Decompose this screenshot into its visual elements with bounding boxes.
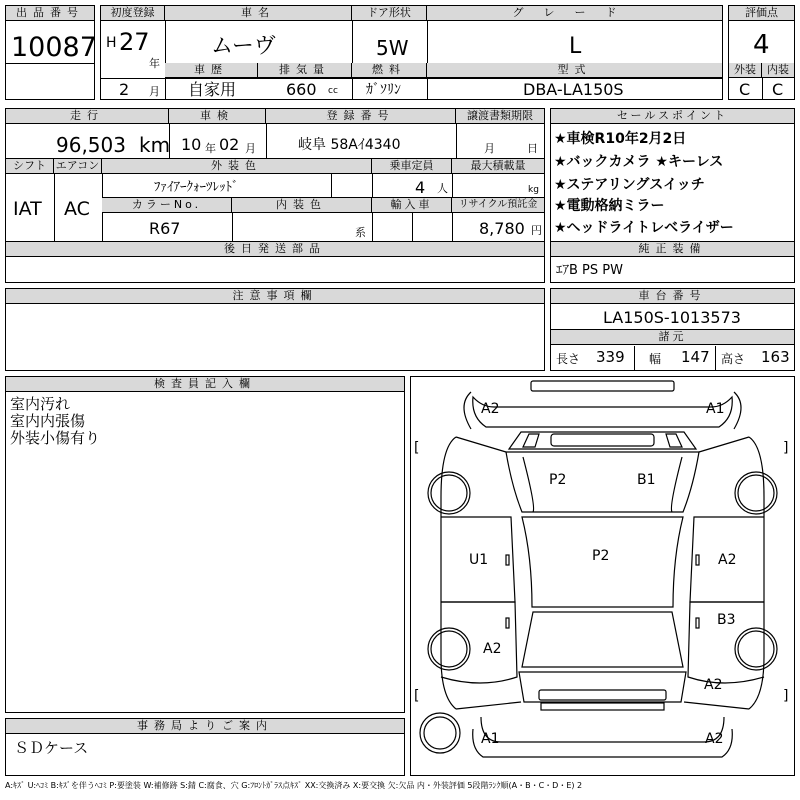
insp-month: 02 xyxy=(219,135,240,154)
color-no-header: カラーNo. xyxy=(102,198,232,213)
sales-point-item: ★ヘッドライトレベライザー xyxy=(554,220,734,236)
color-no: R67 xyxy=(149,219,181,238)
equipment-header: 純正装備 xyxy=(551,242,794,257)
bracket-left: [ xyxy=(414,440,420,456)
shift: IAT xyxy=(13,198,42,220)
sales-point-item: ★車検R10年2月2日 xyxy=(554,131,687,147)
notes-box xyxy=(5,288,545,371)
mileage-unit: km xyxy=(139,133,171,157)
insp-year: 10 xyxy=(181,135,202,154)
model: DBA-LA150S xyxy=(523,80,624,99)
transfer-month: 月 xyxy=(484,142,495,155)
history: 自家用 xyxy=(188,80,237,99)
sales-point-item: ★ステアリングスイッチ xyxy=(554,177,705,193)
damage-mark: P2 xyxy=(592,548,610,564)
chassis-number: LA150S-1013573 xyxy=(603,308,741,327)
equipment: ｴｱB PS PW xyxy=(556,263,623,278)
int-color-unit: 系 xyxy=(355,226,366,239)
transfer-header: 譲渡書類期限 xyxy=(456,109,544,124)
displacement-header: 排気量 xyxy=(258,63,352,78)
lot-number-header: 出品番号 xyxy=(6,6,94,21)
mileage-header: 走行 xyxy=(6,109,169,124)
inspector-line: 室内内張傷 xyxy=(10,412,86,430)
era-letter: H xyxy=(106,35,117,51)
office-box xyxy=(5,718,405,776)
score: 4 xyxy=(753,30,770,60)
capacity-unit: 人 xyxy=(437,182,448,195)
reg-number: 岐阜 58Aｲ4340 xyxy=(298,137,401,153)
inspection-header: 車検 xyxy=(169,109,266,124)
details-box xyxy=(5,108,545,283)
height-label: 高さ xyxy=(721,352,746,366)
load-header: 最大積載量 xyxy=(452,159,544,174)
office-header: 事務局よりご案内 xyxy=(6,719,404,734)
exterior-grade: C xyxy=(739,80,751,99)
lot-number: 10087 xyxy=(11,32,97,63)
sales-points-header: セールスポイント xyxy=(551,109,794,124)
score-header: 評価点 xyxy=(729,6,794,21)
width-label: 幅 xyxy=(649,352,662,366)
capacity: 4 xyxy=(415,178,426,197)
import-header: 輸入車 xyxy=(372,198,452,213)
month-unit: 月 xyxy=(149,85,160,98)
recycle-header: リサイクル預託金 xyxy=(452,198,544,213)
score-box xyxy=(728,5,795,100)
exterior-color: ﾌｧｲｱｰｸｫｰﾂﾚｯﾄﾞ xyxy=(154,180,239,195)
door-header: ドア形状 xyxy=(352,6,427,21)
shift-header: シフト xyxy=(6,159,54,174)
damage-mark: B1 xyxy=(637,472,656,488)
height: 163 xyxy=(761,348,790,366)
inspector-box xyxy=(5,376,405,713)
car-outline xyxy=(411,377,794,775)
car-name-header: 車名 xyxy=(165,6,352,21)
interior-header: 内装 xyxy=(762,63,794,78)
damage-mark: A1 xyxy=(706,401,725,417)
transfer-day: 日 xyxy=(527,142,538,155)
sales-point-item: ★電動格納ミラー xyxy=(554,198,665,214)
width: 147 xyxy=(681,348,710,366)
vehicle-info-box xyxy=(100,5,723,100)
sales-points-box xyxy=(550,108,795,283)
damage-mark: U1 xyxy=(469,552,489,568)
fuel: ｶﾞｿﾘﾝ xyxy=(366,82,401,98)
damage-diagram xyxy=(410,376,795,776)
inspector-line: 室内汚れ xyxy=(10,395,71,413)
lot-number-box xyxy=(5,5,95,100)
damage-mark: A2 xyxy=(704,677,723,693)
damage-mark: A2 xyxy=(483,641,502,657)
fuel-header: 燃料 xyxy=(352,63,427,78)
recycle-fee: 8,780 xyxy=(479,219,525,238)
damage-mark: A2 xyxy=(705,731,724,747)
damage-mark: P2 xyxy=(549,472,567,488)
inspector-line: 外装小傷有り xyxy=(10,429,101,447)
insp-year-unit: 年 xyxy=(205,142,216,155)
notes-header: 注意事項欄 xyxy=(6,289,544,304)
capacity-header: 乗車定員 xyxy=(372,159,452,174)
recycle-unit: 円 xyxy=(531,224,542,237)
office-text: ＳＤケース xyxy=(14,739,89,757)
bracket-right: ] xyxy=(783,688,789,704)
load-unit: kg xyxy=(528,185,539,195)
damage-mark: B3 xyxy=(717,612,736,628)
color-header: 外装色 xyxy=(102,159,372,174)
grade: L xyxy=(569,34,582,59)
chassis-header: 車台番号 xyxy=(551,289,794,304)
later-parts-header: 後日発送部品 xyxy=(6,242,544,257)
displacement: 660 xyxy=(286,80,317,99)
ac-header: エアコン xyxy=(54,159,102,174)
interior-grade: C xyxy=(772,80,784,99)
car-name: ムーヴ xyxy=(211,34,276,59)
grade-header: グレード xyxy=(427,6,722,21)
length-label: 長さ xyxy=(556,352,581,366)
int-color-header: 内装色 xyxy=(232,198,372,213)
door-type: 5W xyxy=(376,36,409,60)
first-reg-year: 27 xyxy=(119,28,150,56)
model-header: 型式 xyxy=(427,63,722,78)
sales-point-item: ★バックカメラ ★キーレス xyxy=(554,154,724,170)
dims-header: 諸元 xyxy=(551,330,794,345)
ac: AC xyxy=(64,198,90,220)
first-reg-header: 初度登録 xyxy=(101,6,165,21)
chassis-box xyxy=(550,288,795,371)
insp-month-unit: 月 xyxy=(245,142,256,155)
year-unit: 年 xyxy=(149,57,160,70)
displacement-unit: cc xyxy=(328,86,338,96)
damage-mark: A1 xyxy=(481,731,500,747)
bracket-right: ] xyxy=(783,440,789,456)
legend: A:ｷｽﾞ U:ﾍｺﾐ B:ｷｽﾞを伴うﾍｺﾐ P:要塗装 W:補修跡 S:錆 C:腐食、穴 G:ﾌﾛﾝﾄｶﾞﾗｽ点ｷｽﾞ XX:交換済み X:要交換 欠:欠品 内・外装評価 5段階ﾗﾝｸ順(A・B・C・D・E) 2 xyxy=(5,781,583,790)
damage-mark: A2 xyxy=(481,401,500,417)
history-header: 車歴 xyxy=(165,63,258,78)
mileage: 96,503 xyxy=(56,133,126,157)
inspector-header: 検査員記入欄 xyxy=(6,377,404,392)
reg-number-header: 登録番号 xyxy=(266,109,456,124)
exterior-header: 外装 xyxy=(729,63,762,78)
first-reg-month: 2 xyxy=(119,80,130,99)
length: 339 xyxy=(596,348,625,366)
bracket-left: [ xyxy=(414,688,420,704)
damage-mark: A2 xyxy=(718,552,737,568)
